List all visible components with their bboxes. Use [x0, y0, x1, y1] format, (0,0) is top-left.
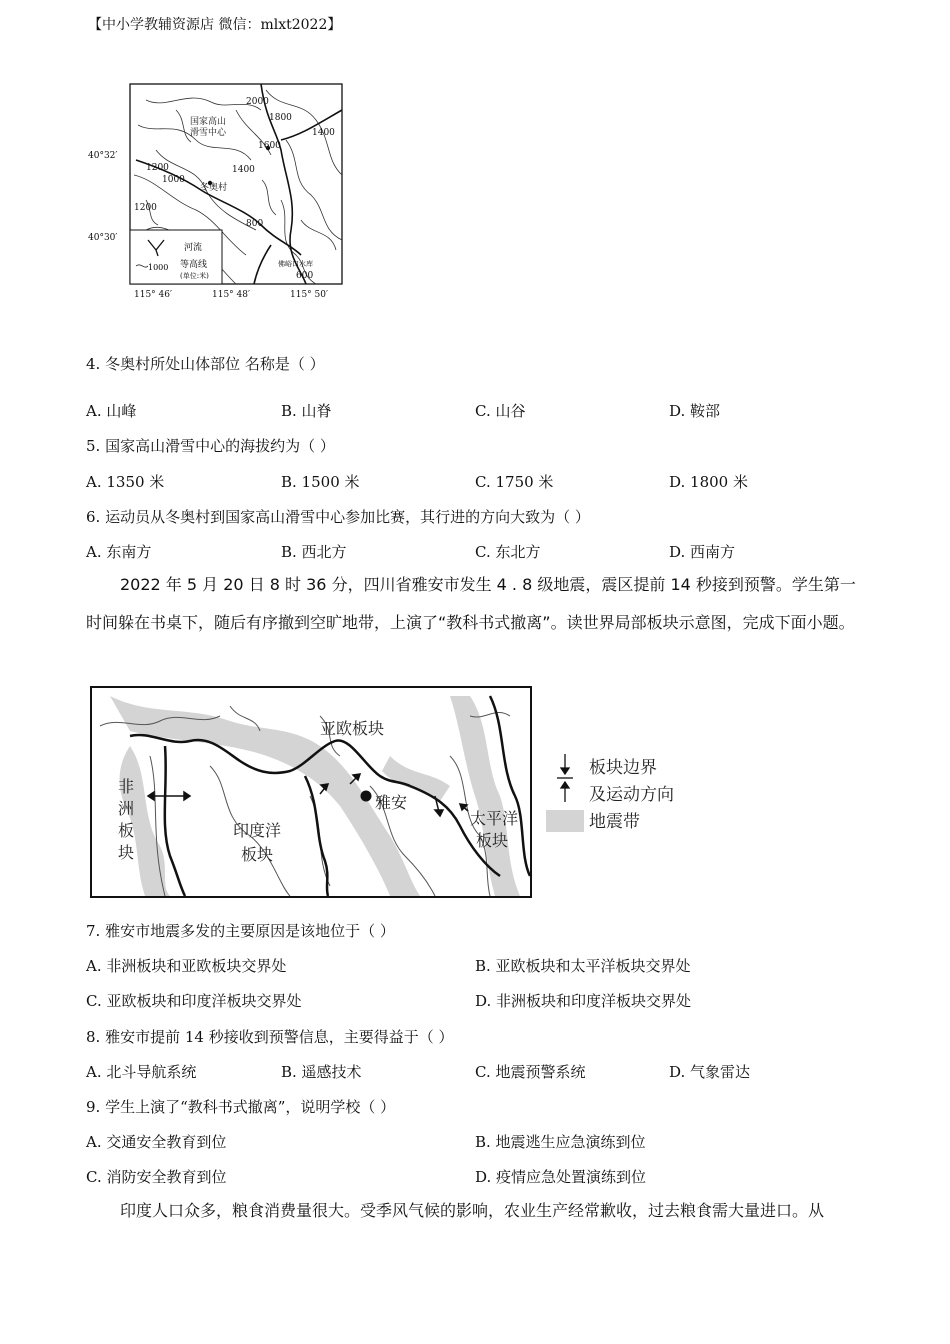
- legend-contour-sample: 1000: [148, 263, 169, 272]
- q6-option-b[interactable]: B. 西北方: [281, 543, 347, 561]
- latitude-label: 40°30′: [88, 233, 118, 243]
- question-7: 7. 雅安市地震多发的主要原因是该地位于（ ）: [86, 922, 395, 940]
- passage-text: 印度人口众多，粮食消费量很大。受季风气候的影响，农业生产经常歉收，过去粮食需大量进口。从: [120, 1201, 825, 1220]
- place-label: 佛峪口水库: [278, 260, 313, 268]
- longitude-label: 115° 46′: [134, 290, 173, 300]
- map-legend: [130, 230, 222, 284]
- q9-option-c[interactable]: C. 消防安全教育到位: [86, 1168, 227, 1186]
- q8-option-c[interactable]: C. 地震预警系统: [475, 1063, 586, 1081]
- label-indian-plate-1: 印度洋: [233, 821, 282, 840]
- label-africa-4: 块: [118, 843, 135, 862]
- topographic-map: [86, 80, 356, 305]
- label-pacific-plate-2: 板块: [476, 831, 509, 850]
- q7-option-c[interactable]: C. 亚欧板块和印度洋板块交界处: [86, 992, 302, 1010]
- q9-option-a[interactable]: A. 交通安全教育到位: [86, 1133, 227, 1151]
- page-header: 【中小学教辅资源店 微信：mlxt2022】: [88, 17, 342, 33]
- question-9: 9. 学生上演了“教科书式撤离”，说明学校（ ）: [86, 1098, 396, 1116]
- label-africa-3: 板: [118, 821, 135, 840]
- q8-option-d[interactable]: D. 气象雷达: [669, 1063, 751, 1081]
- contour-label: 1200: [134, 203, 157, 213]
- q7-option-a[interactable]: A. 非洲板块和亚欧板块交界处: [86, 957, 287, 975]
- place-label: 冬奥村: [200, 183, 228, 193]
- longitude-label: 115° 50′: [290, 290, 329, 300]
- label-indian-plate-2: 板块: [241, 845, 274, 864]
- quake-zone-swatch: [546, 810, 584, 832]
- q7-option-b[interactable]: B. 亚欧板块和太平洋板块交界处: [475, 957, 691, 975]
- q6-option-a[interactable]: A. 东南方: [86, 543, 152, 561]
- legend-river: 河流: [184, 243, 203, 253]
- q4-option-a[interactable]: A. 山峰: [86, 402, 137, 420]
- label-yaan: 雅安: [375, 793, 408, 812]
- q9-option-d[interactable]: D. 疫情应急处置演练到位: [475, 1168, 647, 1186]
- q8-option-b[interactable]: B. 遥感技术: [281, 1063, 362, 1081]
- q4-option-b[interactable]: B. 山脊: [281, 402, 332, 420]
- legend-unit: (单位:米): [180, 272, 209, 280]
- latitude-label: 40°32′: [88, 151, 118, 161]
- question-5: 5. 国家高山滑雪中心的海拔约为（ ）: [86, 437, 335, 455]
- q5-option-d[interactable]: D. 1800 米: [669, 473, 748, 491]
- longitude-label: 115° 48′: [212, 290, 251, 300]
- place-label: 国家高山: [190, 117, 227, 127]
- question-4: 4. 冬奥村所处山体部位 名称是（ ）: [86, 355, 325, 373]
- contour-label: 1800: [269, 113, 292, 123]
- q8-option-a[interactable]: A. 北斗导航系统: [86, 1063, 197, 1081]
- contour-label: 800: [246, 219, 264, 229]
- label-africa-1: 非: [118, 777, 135, 796]
- q6-option-d[interactable]: D. 西南方: [669, 543, 736, 561]
- passage-text: 2022 年 5 月 20 日 8 时 36 分，四川省雅安市发生 4 . 8 级地震，震区提前 14 秒接到预警。学生第一时间躲在书桌下，随后有序撤到空旷地带，上演了“教科书式撤离”。读世界局部板块示意图，完成下面小题。: [86, 575, 856, 632]
- contour-label: 2000: [246, 97, 269, 107]
- q5-option-b[interactable]: B. 1500 米: [281, 473, 360, 491]
- contour-label: 1400: [312, 128, 335, 138]
- q7-option-d[interactable]: D. 非洲板块和印度洋板块交界处: [475, 992, 692, 1010]
- contour-label: 1200: [146, 163, 169, 173]
- label-pacific-plate-1: 太平洋: [470, 809, 519, 828]
- q4-option-d[interactable]: D. 鞍部: [669, 402, 721, 420]
- yaan-marker: [361, 791, 372, 802]
- q5-option-c[interactable]: C. 1750 米: [475, 473, 554, 491]
- legend-quake-zone: 地震带: [589, 812, 640, 832]
- label-africa-2: 洲: [118, 799, 135, 818]
- contour-label: 1400: [232, 165, 255, 175]
- plate-map: [90, 686, 535, 900]
- legend-boundary-2: 及运动方向: [589, 785, 674, 805]
- legend-contour: 等高线: [180, 260, 208, 270]
- passage-india: [86, 1192, 866, 1230]
- contour-label: 1000: [162, 175, 185, 185]
- contour-label: 600: [296, 271, 314, 281]
- contour-label: 1600: [258, 141, 281, 151]
- label-eurasian-plate: 亚欧板块: [320, 719, 385, 738]
- q9-option-b[interactable]: B. 地震逃生应急演练到位: [475, 1133, 646, 1151]
- q6-option-c[interactable]: C. 东北方: [475, 543, 541, 561]
- q5-option-a[interactable]: A. 1350 米: [86, 473, 165, 491]
- passage-earthquake: [86, 566, 866, 642]
- q4-option-c[interactable]: C. 山谷: [475, 402, 526, 420]
- question-6: 6. 运动员从冬奥村到国家高山滑雪中心参加比赛，其行进的方向大致为（ ）: [86, 508, 590, 526]
- legend-boundary-1: 板块边界: [589, 758, 657, 778]
- question-8: 8. 雅安市提前 14 秒接收到预警信息，主要得益于（ ）: [86, 1028, 454, 1046]
- place-label: 滑雪中心: [190, 128, 227, 138]
- plate-map-legend: [545, 752, 695, 836]
